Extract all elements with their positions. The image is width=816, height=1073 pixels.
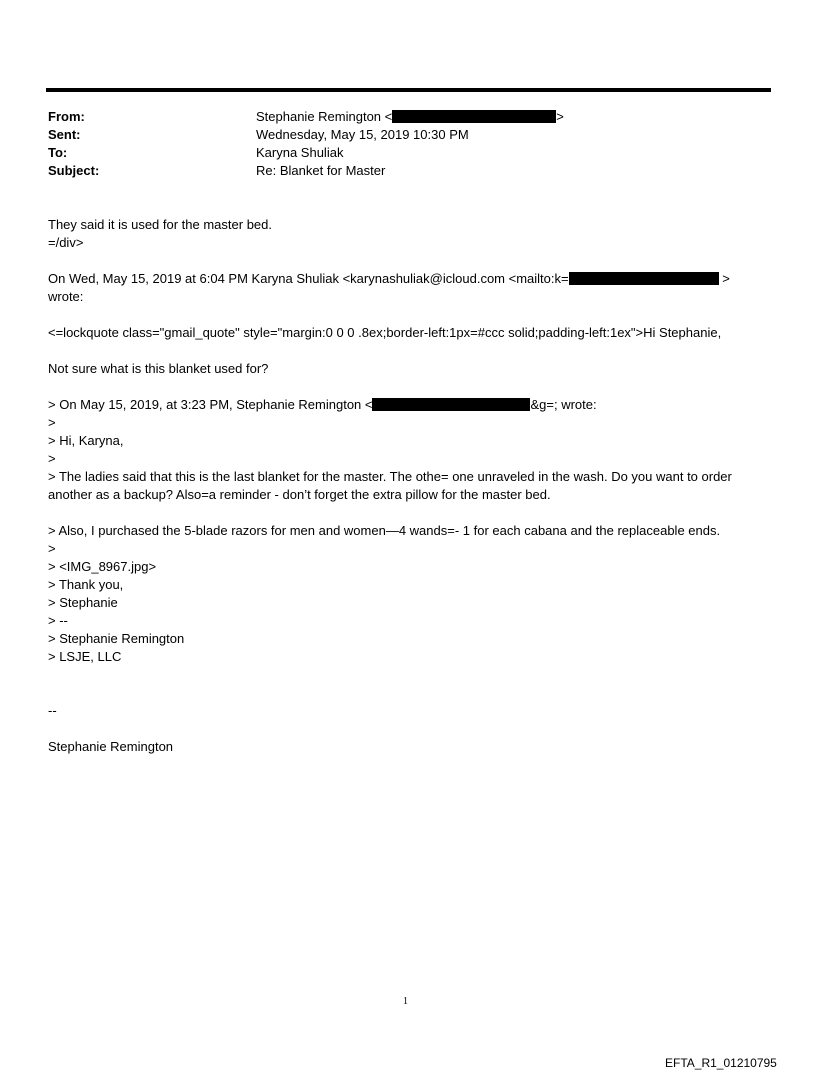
to-label: To: — [48, 145, 68, 160]
body-line: wrote: — [48, 289, 84, 304]
body-line: > — [48, 541, 56, 556]
from-value — [256, 108, 564, 126]
header-rule — [46, 88, 771, 92]
from-label: From: — [48, 109, 85, 124]
to-value: Karyna Shuliak — [256, 145, 344, 160]
signature: Stephanie Remington — [48, 739, 174, 754]
body-line: > Hi, Karyna, — [48, 433, 124, 448]
body-line: Not sure what is this blanket used for? — [48, 361, 269, 376]
body-line: > <IMG_8967.jpg> — [48, 559, 157, 574]
redaction-block — [392, 110, 556, 123]
on-wed-text: On Wed, May 15, 2019 at 6:04 PM Karyna Shuliak <karynashuliak@icloud.com <mailto:k= — [48, 271, 569, 286]
on-may-line — [48, 396, 597, 414]
redaction-block — [569, 272, 719, 285]
subject-value: Re: Blanket for Master — [256, 163, 386, 178]
body-line: They said it is used for the master bed. — [48, 217, 272, 232]
page-number: 1 — [403, 996, 408, 1007]
body-line: =/div> — [48, 235, 84, 250]
body-line: > Thank you, — [48, 577, 124, 592]
on-may-text: > On May 15, 2019, at 3:23 PM, Stephanie Remington < — [48, 397, 373, 412]
on-wed-line — [48, 270, 730, 288]
body-line: > — [48, 451, 56, 466]
on-wed-end: > — [718, 271, 730, 286]
body-line: > -- — [48, 613, 68, 628]
on-may-end: &g=; wrote: — [530, 397, 597, 412]
from-name: Stephanie Remington < — [256, 109, 393, 124]
from-close: > — [556, 109, 564, 124]
sent-label: Sent: — [48, 127, 81, 142]
blockquote-line: <=lockquote class="gmail_quote" style="margin:0 0 0 .8ex;border-left:1px=#ccc solid;padding-left:1ex">Hi Stephanie, — [48, 325, 722, 340]
body-line: > — [48, 415, 56, 430]
body-line: > Stephanie — [48, 595, 118, 610]
body-line: > Stephanie Remington — [48, 631, 185, 646]
body-line: -- — [48, 703, 57, 718]
redaction-block — [372, 398, 530, 411]
bates-number: EFTA_R1_01210795 — [665, 1056, 777, 1070]
body-line: > The ladies said that this is the last blanket for the master. The othe= one unraveled in the wash. Do you want to order — [48, 469, 732, 484]
body-line: > Also, I purchased the 5-blade razors for men and women—4 wands=- 1 for each cabana and the replaceable ends. — [48, 523, 721, 538]
body-line: > LSJE, LLC — [48, 649, 122, 664]
sent-value: Wednesday, May 15, 2019 10:30 PM — [256, 127, 469, 142]
body-line: another as a backup? Also=a reminder - don’t forget the extra pillow for the master bed. — [48, 487, 551, 502]
subject-label: Subject: — [48, 163, 100, 178]
